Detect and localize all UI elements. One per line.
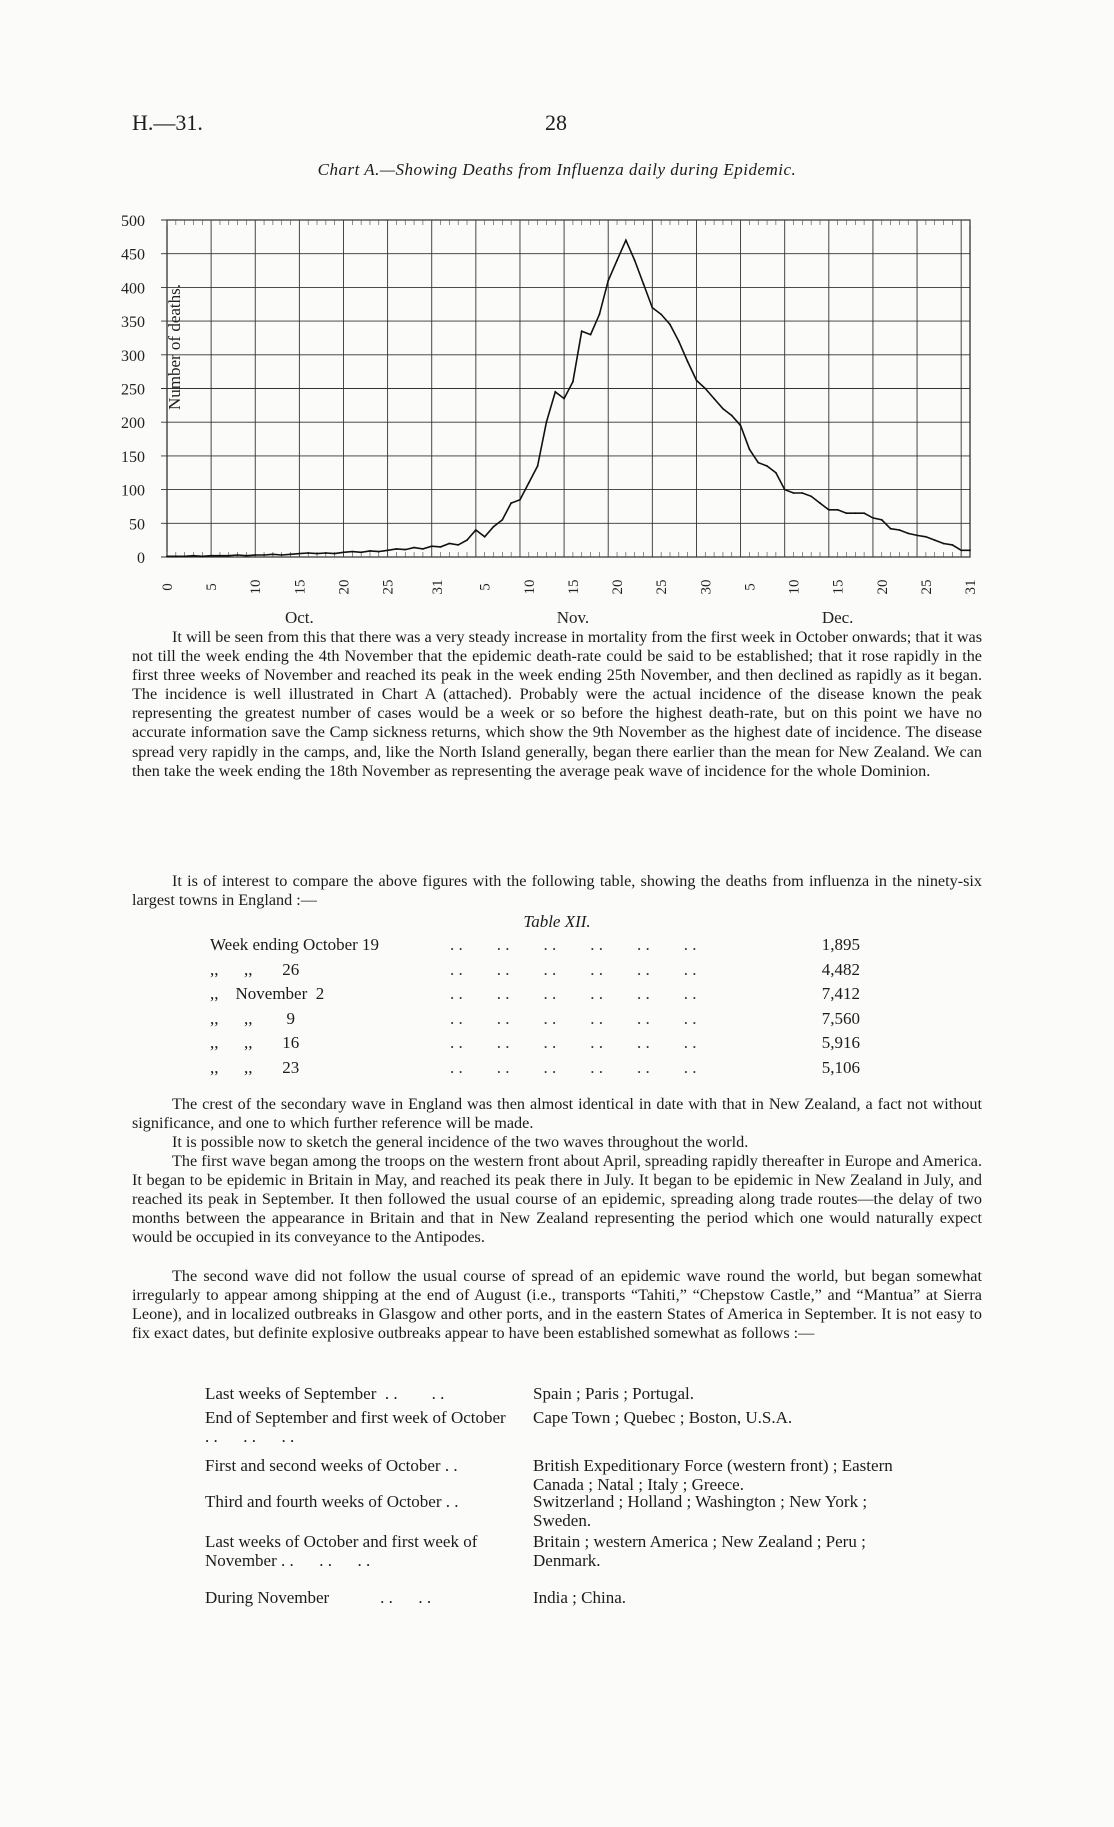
table-row	[210, 984, 910, 1008]
outbreak-period: First and second weeks of October . .	[205, 1456, 458, 1475]
data-point	[846, 512, 848, 514]
y-tick-label: 450	[121, 246, 145, 264]
data-point	[413, 547, 415, 549]
data-point	[369, 550, 371, 552]
data-point	[819, 502, 821, 504]
x-tick-label: 10	[786, 579, 803, 595]
data-point	[554, 391, 556, 393]
outbreak-places: Cape Town ; Quebec ; Boston, U.S.A.	[533, 1408, 793, 1427]
leader-dots: . . . . . . . . . . . .	[450, 1008, 697, 1028]
data-point	[572, 381, 574, 383]
data-point	[431, 545, 433, 547]
data-point	[969, 549, 971, 551]
table-row-value: 4,482	[821, 959, 860, 979]
paragraph-6: The second wave did not follow the usual course of spread of an epidemic wave round the world, but began somewhat irregularly to appear among shipping at the end of August (i.e., transports “Tahiti,” “Chepstow Castle,” and “Mantua” at Sierra Leone), and in localized outbreaks in Glasgow and other ports, and in the eastern States of America in September. It is not easy to fix exact dates, but definite explosive outbreaks appear to have been established somewhat as follows :—	[132, 1267, 982, 1343]
data-point	[360, 551, 362, 553]
x-tick-label: 30	[698, 579, 715, 595]
data-point	[651, 307, 653, 309]
data-point	[440, 546, 442, 548]
y-tick-label: 150	[121, 448, 145, 466]
outbreak-period: End of September and first week of October . . . . . .	[205, 1408, 532, 1446]
x-tick-label: 25	[380, 579, 397, 595]
data-point	[387, 549, 389, 551]
data-point	[793, 492, 795, 494]
data-point	[546, 421, 548, 423]
y-tick-label: 350	[121, 314, 145, 332]
data-point	[934, 539, 936, 541]
data-point	[281, 554, 283, 556]
data-point	[510, 502, 512, 504]
data-point	[916, 535, 918, 537]
x-axis-ticks	[160, 580, 979, 595]
data-point	[907, 533, 909, 535]
x-tick-label: 5	[742, 583, 759, 591]
table-row-label: ,, ,, 26	[210, 959, 300, 979]
table-row	[210, 960, 910, 984]
table-row-label: ,, ,, 16	[210, 1033, 300, 1052]
data-point	[634, 260, 636, 262]
month-labels	[285, 608, 853, 625]
data-point	[890, 528, 892, 530]
data-point	[396, 548, 398, 550]
data-point	[237, 554, 239, 556]
y-tick-label: 50	[129, 516, 145, 534]
data-point	[298, 553, 300, 555]
data-point	[528, 482, 530, 484]
y-tick-label: 300	[121, 347, 145, 365]
data-point	[219, 555, 221, 557]
page-reference: H.—31.	[132, 110, 203, 135]
data-point	[484, 536, 486, 538]
month-label: Nov.	[556, 608, 590, 625]
paragraph-2: It is of interest to compare the above figures with the following table, showing the deaths from influenza in the ninety-six largest towns in England :—	[132, 872, 982, 910]
data-point	[475, 529, 477, 531]
leader-dots: . . . . . . . . . . . .	[450, 984, 697, 1003]
data-point	[325, 552, 327, 554]
data-point	[290, 553, 292, 555]
x-tick-label: 15	[565, 579, 582, 595]
data-point	[175, 555, 177, 557]
x-tick-label: 31	[430, 579, 447, 595]
data-point	[801, 492, 803, 494]
data-point	[166, 555, 168, 557]
data-point	[501, 519, 503, 521]
y-tick-label: 200	[121, 415, 145, 433]
paragraph-4: It is possible now to sketch the general incidence of the two waves throughout the world.	[172, 1133, 749, 1151]
outbreak-places: Spain ; Paris ; Portugal.	[533, 1384, 695, 1403]
table-row-label: ,, ,, 23	[210, 1057, 300, 1077]
y-tick-label: 500	[121, 213, 145, 230]
data-point	[775, 472, 777, 474]
month-label: Dec.	[821, 608, 854, 625]
month-label: Oct.	[284, 608, 314, 625]
table-row-label: ,, ,, 9	[210, 1008, 295, 1028]
data-point	[828, 509, 830, 511]
table-caption: Table XII.	[523, 912, 591, 931]
data-point	[854, 512, 856, 514]
data-point	[722, 408, 724, 410]
table-row-value: 7,560	[821, 1008, 860, 1028]
data-point	[193, 555, 195, 557]
table-row-value: 5,916	[821, 1033, 860, 1052]
data-point	[334, 553, 336, 555]
table-row-label: ,, November 2	[210, 984, 325, 1003]
data-point	[643, 283, 645, 285]
data-point	[351, 551, 353, 553]
paragraph-5: The first wave began among the troops on the western front about April, spreading rapidly thereafter in Europe and America. It began to be epidemic in Britain in May, and reached its peak there in July. It began to be epidemic in New Zealand in July, and reached its peak in September. It then followed the usual course of an epidemic, spreading along trade routes—the delay of two months between the appearance in Britain and that in New Zealand representing the period which one would naturally expect would be occupied in its conveyance to the Antipodes.	[132, 1152, 982, 1247]
data-point	[731, 415, 733, 417]
data-point	[810, 495, 812, 497]
chart-title: Chart A.—Showing Deaths from Influenza daily during Epidemic.	[317, 160, 797, 179]
data-point	[404, 549, 406, 551]
outbreak-period: During November . . . .	[205, 1588, 432, 1607]
data-point	[184, 555, 186, 557]
data-point	[210, 555, 212, 557]
y-tick-label: 100	[121, 482, 145, 500]
outbreak-places: Britain ; western America ; New Zealand ; Peru ; Denmark.	[533, 1532, 866, 1570]
x-tick-label: 20	[336, 579, 353, 595]
leader-dots: . . . . . . . . . . . .	[450, 959, 697, 979]
data-point	[563, 398, 565, 400]
data-point	[607, 280, 609, 282]
data-point	[598, 313, 600, 315]
y-axis-label: Number of deaths.	[165, 283, 184, 411]
table-row-value: 1,895	[821, 935, 860, 954]
data-point	[378, 551, 380, 553]
data-point	[246, 555, 248, 557]
data-point	[201, 555, 203, 557]
deaths-line-chart	[110, 185, 990, 625]
x-tick-label: 20	[874, 579, 891, 595]
data-point	[872, 517, 874, 519]
page-number: 28	[545, 110, 567, 135]
data-point	[272, 553, 274, 555]
table-row	[210, 1058, 910, 1082]
outbreak-places: British Expeditionary Force (western front) ; Eastern Canada ; Natal ; Italy ; Greece.	[533, 1456, 893, 1494]
data-point	[757, 462, 759, 464]
data-point	[943, 543, 945, 545]
outbreak-places: India ; China.	[533, 1588, 627, 1607]
x-tick-label: 15	[830, 579, 847, 595]
data-point	[457, 544, 459, 546]
data-point	[881, 519, 883, 521]
data-point	[704, 388, 706, 390]
data-point	[343, 551, 345, 553]
y-tick-label: 400	[121, 280, 145, 298]
data-point	[687, 361, 689, 363]
x-tick-label: 31	[963, 579, 979, 595]
data-point	[660, 313, 662, 315]
data-point	[493, 526, 495, 528]
table-row	[210, 1033, 910, 1057]
data-point	[625, 239, 627, 241]
x-tick-label: 25	[654, 579, 671, 595]
x-tick-label: 20	[610, 579, 627, 595]
y-axis-ticks	[121, 213, 145, 567]
data-point	[863, 512, 865, 514]
paragraph-1: It will be seen from this that there was a very steady increase in mortality from the first week in October onwards; that it was not till the week ending the 4th November that the epidemic death-rate could be said to be established; that it rose rapidly in the first three weeks of November and reached its peak in the week ending 25th November, and then declined as rapidly as it began. The incidence is well illustrated in Chart A (attached). Probably were the actual incidence of the disease known the peak representing the greatest number of cases would be a week or so before the highest death-rate, but on this point we have no accurate information save the Camp sickness returns, which show the 9th November as the highest date of incidence. The disease spread very rapidly in the camps, and, like the North Island generally, began there earlier than the mean for New Zealand. We can then take the week ending the 18th November as representing the average peak wave of incidence for the whole Dominion.	[132, 628, 982, 780]
data-point	[678, 340, 680, 342]
data-point	[696, 380, 698, 382]
leader-dots: . . . . . . . . . . . .	[450, 1033, 697, 1052]
data-point	[519, 499, 521, 501]
x-tick-label: 10	[248, 579, 265, 595]
outbreak-places: Switzerland ; Holland ; Washington ; New York ; Sweden.	[533, 1492, 868, 1530]
y-tick-label: 0	[137, 550, 145, 567]
table-row	[210, 1009, 910, 1033]
data-point	[263, 554, 265, 556]
data-point	[960, 549, 962, 551]
data-point	[228, 555, 230, 557]
outbreak-period: Last weeks of October and first week of November . . . . . .	[205, 1532, 482, 1570]
data-point	[307, 552, 309, 554]
chart-grid	[161, 220, 970, 557]
x-tick-label: 25	[918, 579, 935, 595]
data-point	[254, 554, 256, 556]
paragraph-3: The crest of the secondary wave in England was then almost identical in date with that in New Zealand, a fact not without significance, and one to which further reference will be made.	[132, 1095, 982, 1133]
table-row-value: 7,412	[821, 984, 860, 1003]
data-point	[616, 260, 618, 262]
data-point	[784, 489, 786, 491]
data-point	[713, 398, 715, 400]
leader-dots: . . . . . . . . . . . .	[450, 1057, 697, 1077]
data-point	[466, 539, 468, 541]
y-tick-label: 250	[121, 381, 145, 399]
x-tick-label: 15	[292, 579, 309, 595]
data-point	[766, 465, 768, 467]
x-tick-label: 0	[160, 583, 176, 591]
data-point	[740, 425, 742, 427]
outbreak-period: Last weeks of September . . . .	[205, 1384, 445, 1403]
leader-dots: . . . . . . . . . . . .	[450, 935, 697, 954]
data-point	[590, 334, 592, 336]
data-point	[581, 330, 583, 332]
data-point	[422, 548, 424, 550]
data-point	[748, 448, 750, 450]
data-point	[316, 553, 318, 555]
data-point	[925, 536, 927, 538]
table-row-value: 5,106	[821, 1057, 860, 1077]
x-tick-label: 5	[204, 583, 221, 591]
x-tick-label: 10	[521, 579, 538, 595]
data-point	[837, 509, 839, 511]
outbreak-period: Third and fourth weeks of October . .	[205, 1492, 459, 1511]
data-point	[537, 465, 539, 467]
data-point	[669, 324, 671, 326]
data-point	[448, 543, 450, 545]
data-point	[951, 544, 953, 546]
data-point	[899, 529, 901, 531]
x-tick-label: 5	[477, 583, 494, 591]
table-row	[210, 935, 910, 959]
table-row-label: Week ending October 19	[210, 935, 380, 954]
